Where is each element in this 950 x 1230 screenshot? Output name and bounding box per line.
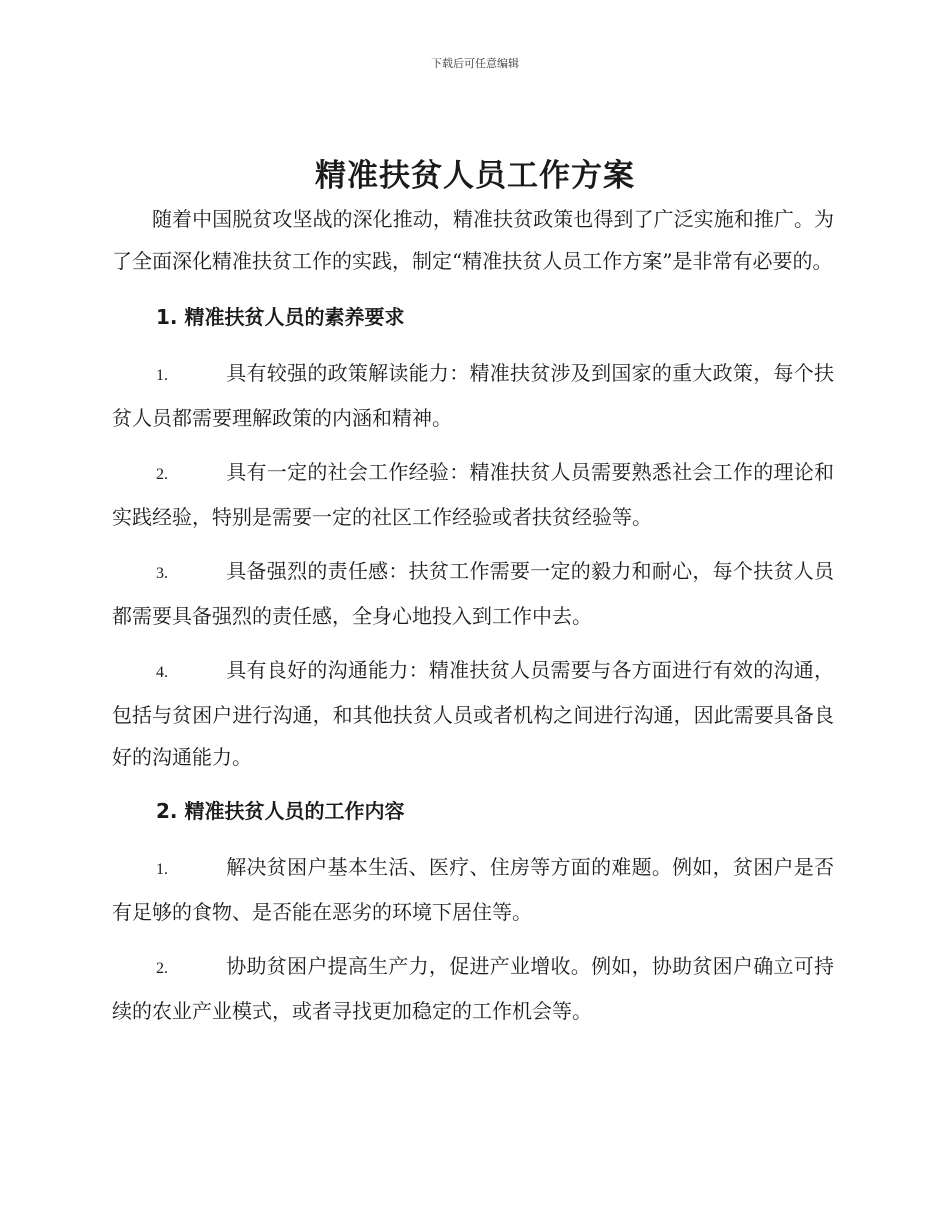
header-note: 下载后可任意编辑 (431, 57, 519, 70)
list-item (112, 352, 834, 439)
list-item-text: 协助贫困户提高生产力，促进产业增收。例如，协助贫困户确立可持续的农业产业模式，或者寻找更加稳定的工作机会等。 (112, 954, 834, 1023)
list-item-text: 具备强烈的责任感：扶贫工作需要一定的毅力和耐心，每个扶贫人员都需要具备强烈的责任感，全身心地投入到工作中去。 (112, 559, 834, 628)
list-item-number: 4. (156, 664, 168, 681)
list-item (112, 451, 834, 538)
list-item-text: 解决贫困户基本生活、医疗、住房等方面的难题。例如，贫困户是否有足够的食物、是否能在恶劣的环境下居住等。 (112, 855, 834, 924)
intro-paragraph: 随着中国脱贫攻坚战的深化推动，精准扶贫政策也得到了广泛实施和推广。为了全面深化精准扶贫工作的实践，制定“精准扶贫人员工作方案”是非常有必要的。 (112, 207, 834, 273)
list-item (112, 945, 834, 1032)
list-item (112, 846, 834, 933)
section-heading-qualifications: 1. 精准扶贫人员的素养要求 (156, 305, 405, 329)
list-item-text: 具有良好的沟通能力：精准扶贫人员需要与各方面进行有效的沟通，包括与贫困户进行沟通，和其他扶贫人员或者机构之间进行沟通，因此需要具备良好的沟通能力。 (112, 658, 834, 769)
list-item (112, 550, 834, 637)
list-item-number: 1. (156, 367, 168, 384)
list-item-text: 具有一定的社会工作经验：精准扶贫人员需要熟悉社会工作的理论和实践经验，特别是需要一定的社区工作经验或者扶贫经验等。 (112, 460, 834, 529)
list-item-number: 3. (156, 565, 168, 582)
list-item-number: 2. (156, 960, 168, 977)
list-item-number: 1. (156, 861, 168, 878)
document-title: 精准扶贫人员工作方案 (315, 158, 635, 194)
section-heading-work-content: 2. 精准扶贫人员的工作内容 (156, 799, 405, 823)
list-item (112, 649, 834, 778)
list-item-number: 2. (156, 466, 168, 483)
document-body (112, 198, 834, 1044)
list-item-text: 具有较强的政策解读能力：精准扶贫涉及到国家的重大政策，每个扶贫人员都需要理解政策的内涵和精神。 (112, 361, 834, 430)
